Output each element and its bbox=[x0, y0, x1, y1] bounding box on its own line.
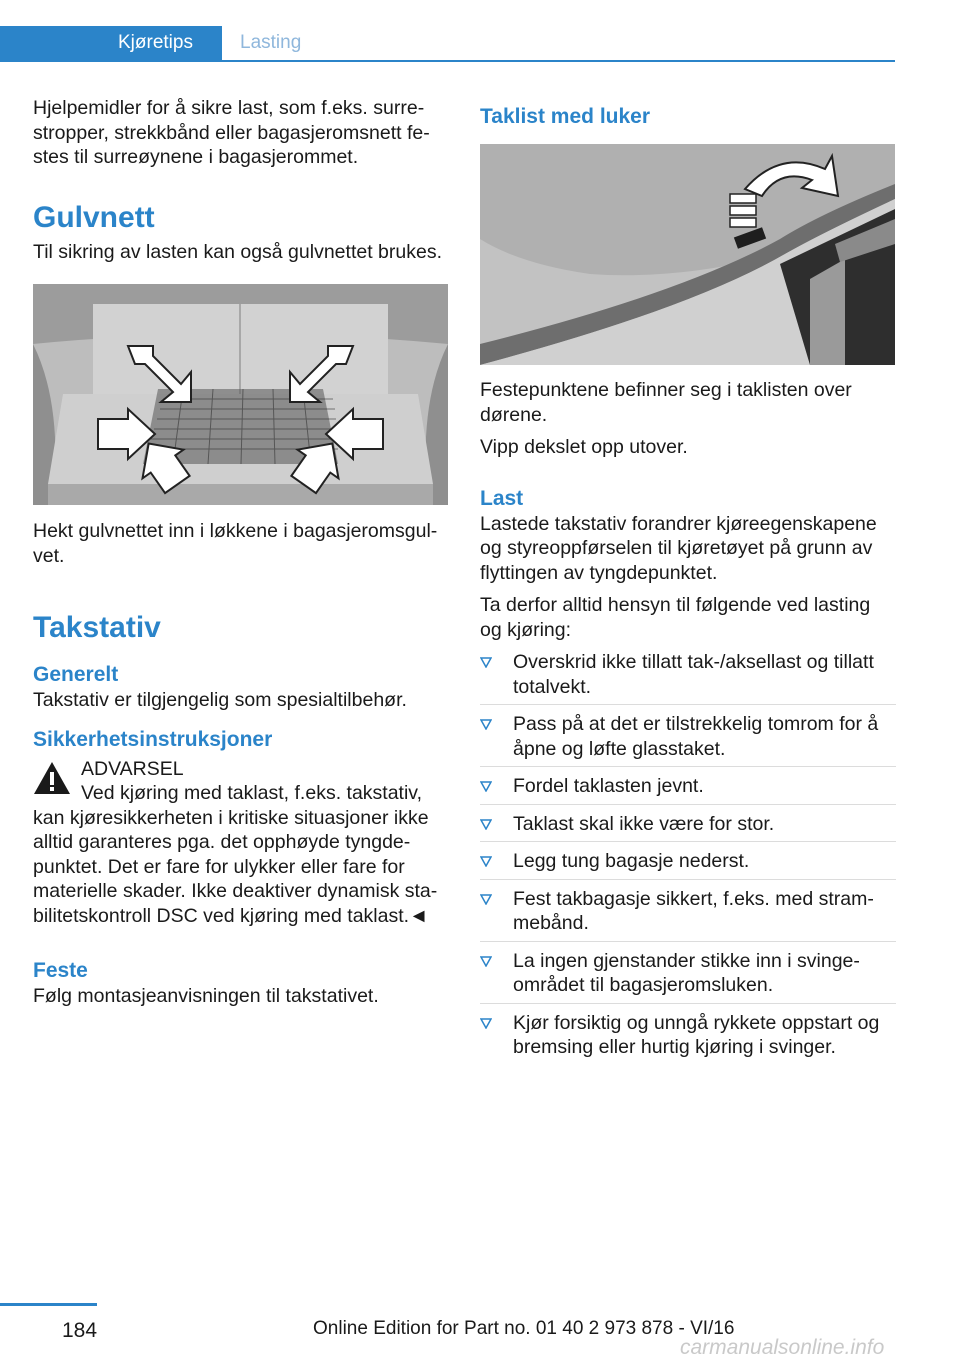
left-column bbox=[33, 96, 449, 1017]
last-paragraph: Lastede takstativ forandrer kjøreegenskapene og styreoppførselen til kjøretøyet på grunn av flyttingen av tyngdepunktet. bbox=[480, 512, 877, 584]
list-item bbox=[480, 650, 896, 705]
list-item bbox=[480, 712, 896, 767]
list-item-text: Fest takbagasje sikkert, f.eks. med strammebånd. bbox=[513, 887, 874, 934]
triangle-bullet-icon bbox=[480, 956, 492, 967]
loading-rules-list bbox=[480, 650, 896, 1065]
trunk-floor-net-illustration bbox=[33, 284, 448, 505]
list-item bbox=[480, 949, 896, 1004]
warning-triangle-icon bbox=[33, 761, 71, 795]
list-item bbox=[480, 887, 896, 942]
gulvnett-paragraph: Til sikring av lasten kan også gulvnettet brukes. bbox=[33, 240, 442, 263]
triangle-bullet-icon bbox=[480, 819, 492, 830]
roof-rail-photo bbox=[480, 144, 895, 365]
heading-feste: Feste bbox=[33, 959, 88, 982]
list-item-text: Kjør forsiktig og unngå rykkete oppstart og bremsing eller hurtig kjøring i svinger. bbox=[513, 1011, 880, 1058]
heading-takstativ: Takstativ bbox=[33, 611, 161, 644]
warning-block bbox=[33, 757, 449, 806]
triangle-bullet-icon bbox=[480, 1018, 492, 1029]
warning-text: kan kjøresikkerheten i kritiske situasjoner ikke alltid garanteres pga. det opphøyde tyngdepunktet. Det er fare for ulykker eller fare for materielle skader. Ikke deaktiver dynamisk stabilitetskontroll DSC ved kjøring med taklast.◄ bbox=[33, 806, 438, 927]
list-item-text: La ingen gjenstander stikke inn i svingeområdet til bagasjeromsluken. bbox=[513, 949, 860, 996]
edition-text: Online Edition for Part no. 01 40 2 973 878 - VI/16 bbox=[313, 1318, 735, 1339]
floor-net-caption: Hekt gulvnettet inn i løkkene i bagasjeromsgulvet. bbox=[33, 520, 438, 567]
intro-paragraph: Hjelpemidler for å sikre last, som f.eks. surrestropper, strekkbånd eller bagasjeromsnett festes til surreøynene i bagasjerommet. bbox=[33, 97, 430, 168]
list-item bbox=[480, 774, 896, 805]
generelt-paragraph: Takstativ er tilgjengelig som spesialtilbehør. bbox=[33, 689, 407, 711]
list-item bbox=[480, 849, 896, 880]
chapter-tab-bar bbox=[0, 26, 895, 62]
floor-net-photo bbox=[33, 284, 448, 505]
tab-lasting[interactable]: Lasting bbox=[240, 32, 302, 53]
list-item-text: Legg tung bagasje nederst. bbox=[513, 850, 750, 872]
triangle-bullet-icon bbox=[480, 781, 492, 792]
right-column bbox=[480, 96, 896, 1072]
vipp-paragraph: Vipp dekslet opp utover. bbox=[480, 436, 688, 458]
triangle-bullet-icon bbox=[480, 719, 492, 730]
list-item-text: Fordel taklasten jevnt. bbox=[513, 775, 704, 797]
list-item-text: Taklast skal ikke være for stor. bbox=[513, 812, 775, 835]
heading-taklist-med-luker: Taklist med luker bbox=[480, 105, 651, 128]
watermark: carmanualsonline.info bbox=[680, 1336, 885, 1359]
festepunkt-paragraph: Festepunktene befinner seg i taklisten over dørene. bbox=[480, 379, 852, 426]
page-number: 184 bbox=[62, 1319, 98, 1342]
heading-generelt: Generelt bbox=[33, 663, 119, 686]
warning-label: ADVARSEL bbox=[81, 757, 184, 780]
triangle-bullet-icon bbox=[480, 894, 492, 905]
tab-kjoretips[interactable]: Kjøretips bbox=[0, 26, 222, 60]
list-item-text: Overskrid ikke tillatt tak-/aksellast og tillatt totalvekt. bbox=[513, 651, 874, 698]
heading-sikkerhetsinstruksjoner: Sikkerhetsinstruksjoner bbox=[33, 727, 273, 751]
footer-accent-line bbox=[0, 1303, 97, 1306]
list-item bbox=[480, 812, 896, 843]
feste-paragraph: Følg montasjeanvisningen til takstativet. bbox=[33, 985, 379, 1007]
derfor-paragraph: Ta derfor alltid hensyn til følgende ved lasting og kjøring: bbox=[480, 594, 871, 641]
heading-last: Last bbox=[480, 486, 524, 510]
roof-rail-flap-illustration bbox=[480, 144, 895, 365]
triangle-bullet-icon bbox=[480, 856, 492, 867]
list-item bbox=[480, 1011, 896, 1065]
list-item-text: Pass på at det er tilstrekkelig tomrom for å åpne og løfte glasstaket. bbox=[513, 713, 879, 760]
warning-lead: Ved kjøring med taklast, f.eks. takstativ, bbox=[81, 782, 423, 804]
triangle-bullet-icon bbox=[480, 657, 492, 668]
heading-gulvnett: Gulvnett bbox=[33, 200, 155, 234]
